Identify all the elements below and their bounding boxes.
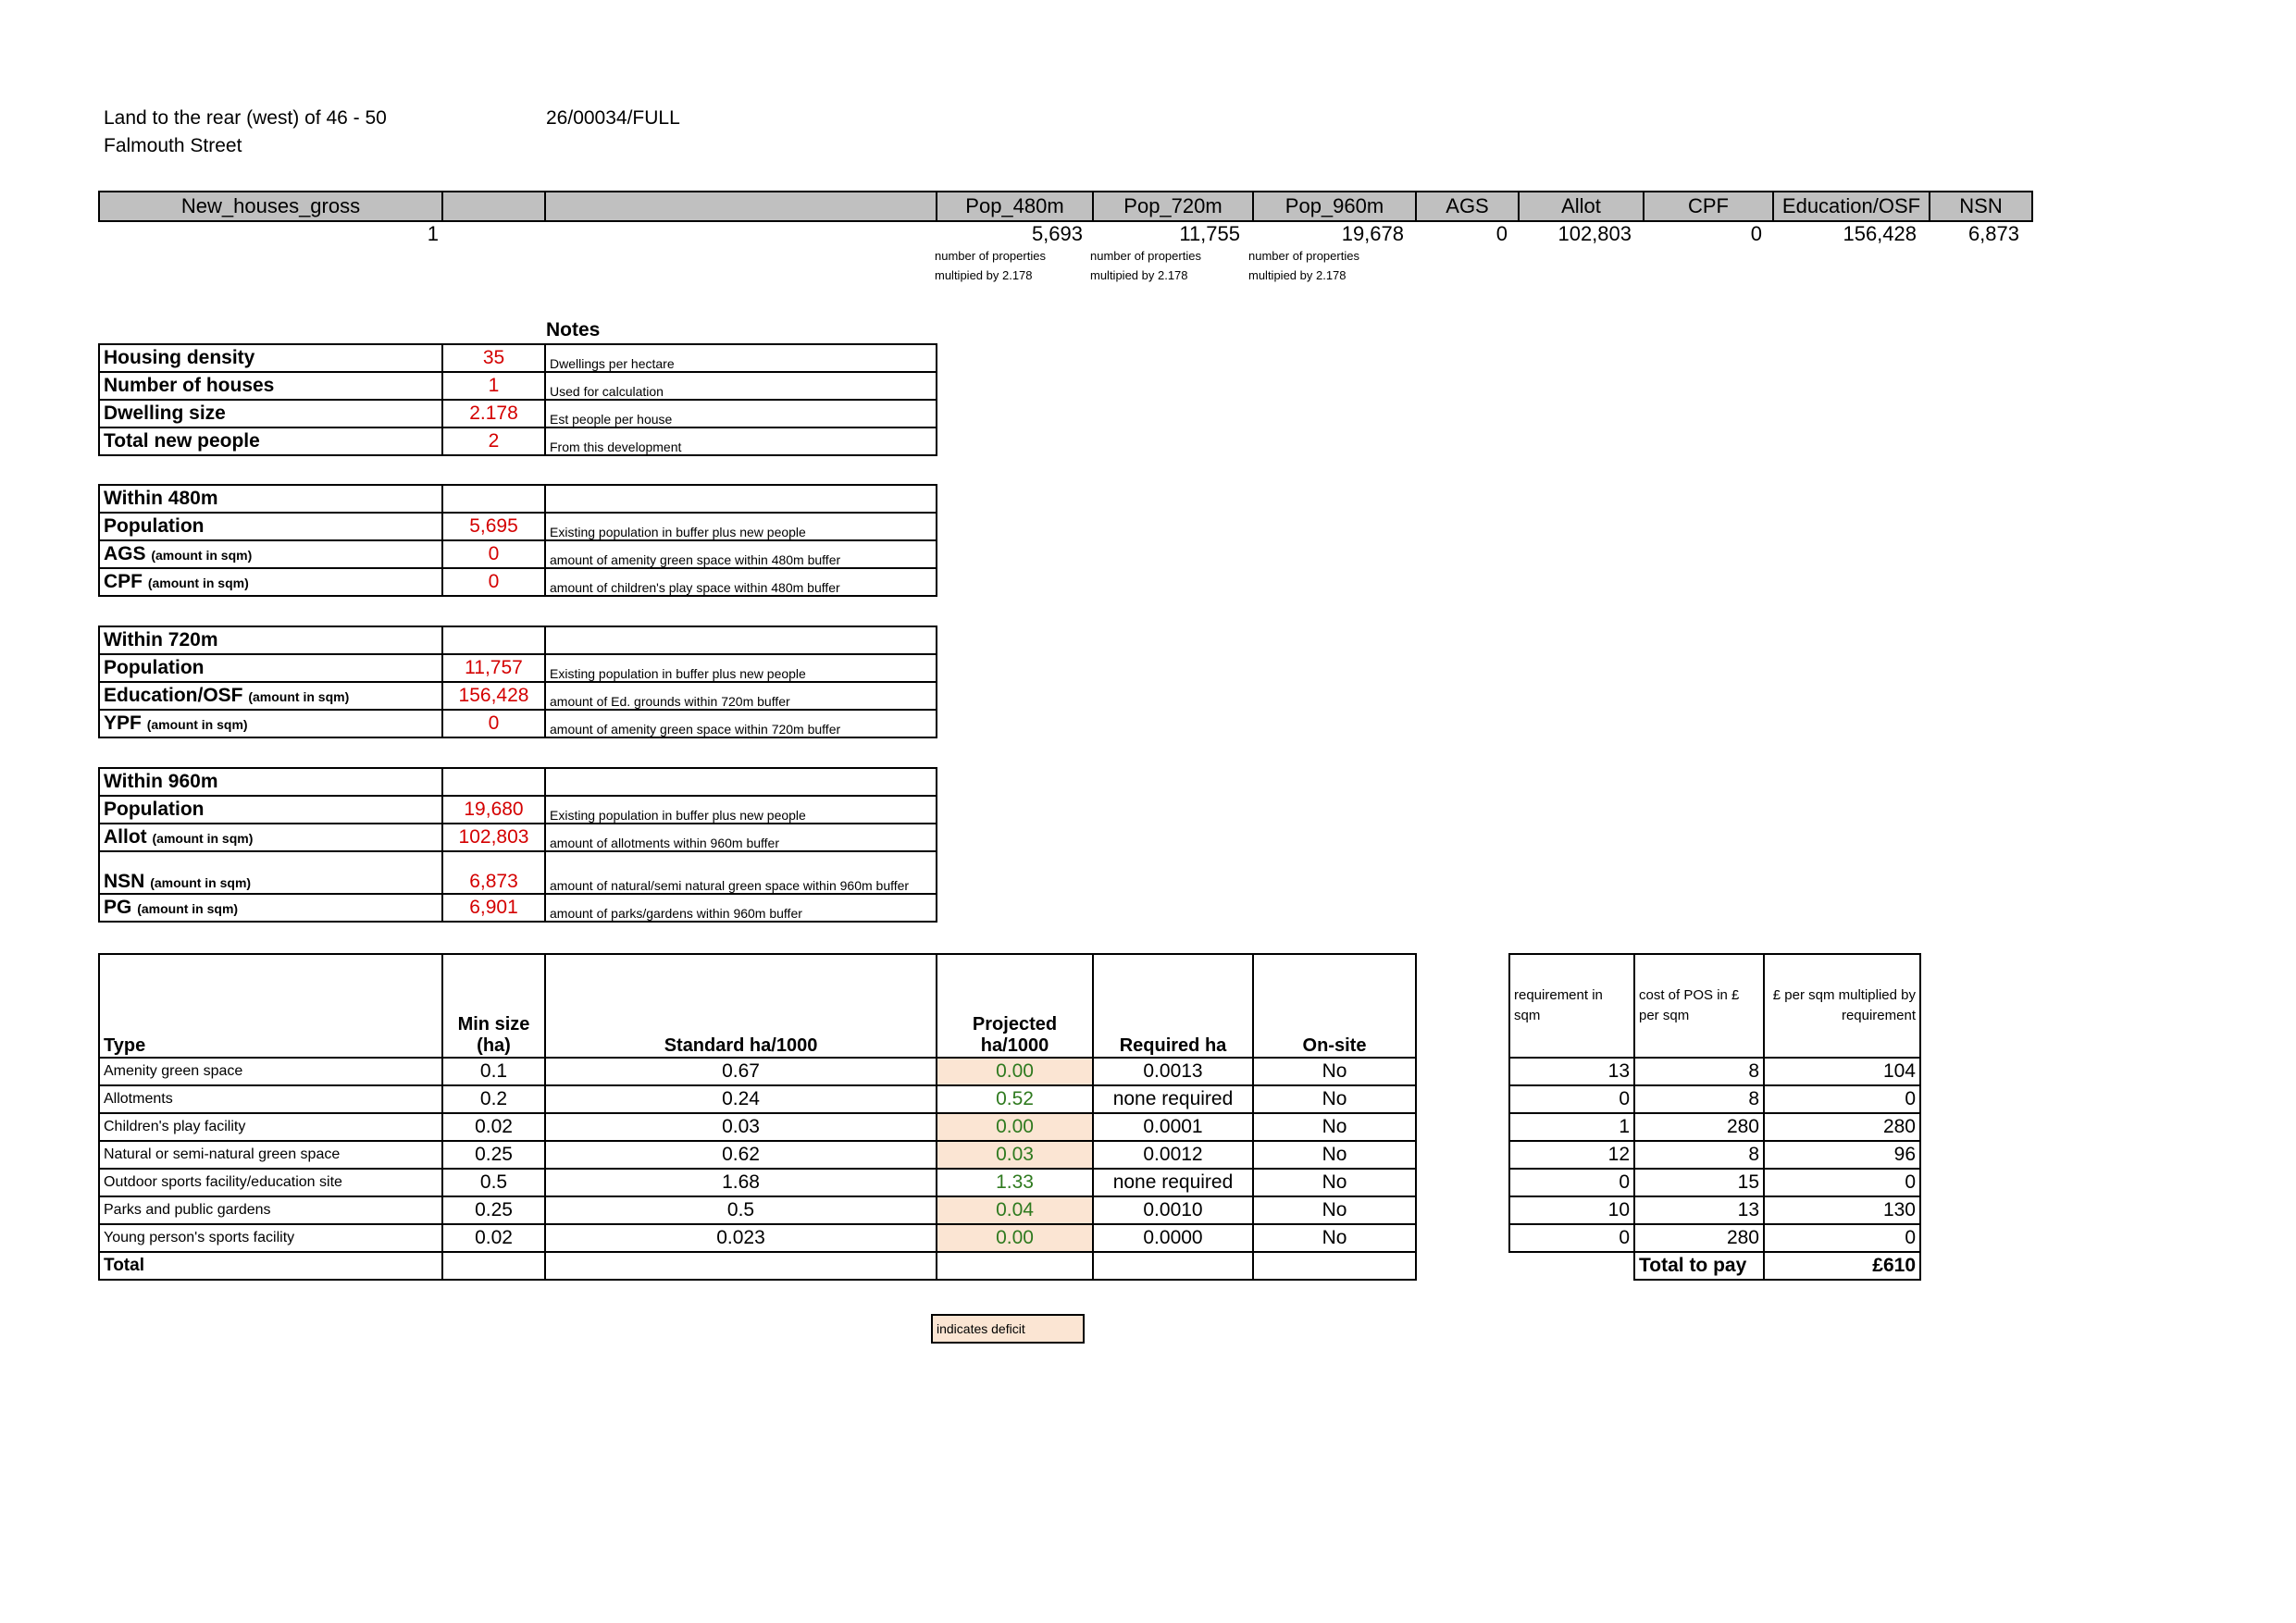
basics-value: 2.178 [442, 400, 545, 427]
open-space-requirement-table [98, 953, 1417, 1281]
total-cell: 104 [1764, 1058, 1920, 1085]
value-pop-960m: 19,678 [1341, 222, 1404, 245]
projected-cell: 0.03 [937, 1141, 1093, 1169]
row-sub: (amount in sqm) [137, 901, 239, 916]
header-new-houses-gross: New_houses_gross [99, 192, 442, 221]
type-cell: Allotments [99, 1085, 442, 1113]
row-value: 19,680 [442, 796, 545, 824]
projected-cell: 0.00 [937, 1113, 1093, 1141]
row-value: 102,803 [442, 824, 545, 851]
header-projected: Projected ha/1000 [937, 954, 1093, 1058]
required-cell: 0.0010 [1093, 1196, 1253, 1224]
cost-row [1509, 1169, 1920, 1196]
value-nsn: 6,873 [1967, 222, 2019, 245]
cost-row [1509, 1196, 1920, 1224]
row-label: Population [104, 799, 205, 820]
standard-cell: 0.023 [545, 1224, 937, 1252]
required-cell: none required [1093, 1085, 1253, 1113]
header-standard: Standard ha/1000 [545, 954, 937, 1058]
row-note: amount of Ed. grounds within 720m buffer [545, 682, 937, 710]
total-row [99, 1252, 1416, 1280]
min-size-cell: 0.25 [442, 1196, 545, 1224]
cost-cell: 280 [1634, 1113, 1764, 1141]
total-cell: 130 [1764, 1196, 1920, 1224]
requirement-cell: 0 [1509, 1169, 1634, 1196]
type-cell: Children's play facility [99, 1113, 442, 1141]
section-row [99, 851, 937, 894]
pop-720m-note: number of properties multipied by 2.178 [1090, 249, 1201, 282]
standard-cell: 0.67 [545, 1058, 937, 1085]
basics-row [99, 427, 937, 455]
type-cell: Natural or semi-natural green space [99, 1141, 442, 1169]
header-nsn: NSN [1930, 192, 2032, 221]
type-cell: Amenity green space [99, 1058, 442, 1085]
requirement-cell: 1 [1509, 1113, 1634, 1141]
header-pop-480m: Pop_480m [937, 192, 1093, 221]
value-new-houses-gross: 1 [427, 222, 439, 245]
basics-label: Total new people [99, 427, 442, 455]
basics-note: Dwellings per hectare [545, 344, 937, 372]
basics-label: Dwelling size [99, 400, 442, 427]
section-title: Within 720m [99, 626, 442, 654]
cost-total-row [1509, 1252, 1920, 1280]
requirement-cell: 10 [1509, 1196, 1634, 1224]
onsite-cell: No [1253, 1141, 1416, 1169]
row-value: 156,428 [442, 682, 545, 710]
projected-cell: 0.04 [937, 1196, 1093, 1224]
total-to-pay-value: £610 [1764, 1252, 1920, 1280]
header-cost-per-sqm: cost of POS in £ per sqm [1634, 954, 1764, 1058]
min-size-cell: 0.02 [442, 1224, 545, 1252]
required-cell: 0.0000 [1093, 1224, 1253, 1252]
value-allot: 102,803 [1558, 222, 1632, 245]
row-value: 6,873 [442, 851, 545, 894]
cost-cell: 13 [1634, 1196, 1764, 1224]
row-sub: (amount in sqm) [151, 548, 253, 563]
basics-value: 2 [442, 427, 545, 455]
cost-row [1509, 1085, 1920, 1113]
total-cell: 0 [1764, 1224, 1920, 1252]
row-label: AGS [104, 543, 146, 564]
basics-table [98, 343, 937, 456]
value-pop-720m: 11,755 [1179, 222, 1240, 245]
total-cell: 280 [1764, 1113, 1920, 1141]
basics-value: 35 [442, 344, 545, 372]
total-label: Total [99, 1252, 442, 1280]
type-cell: Outdoor sports facility/education site [99, 1169, 442, 1196]
cost-cell: 8 [1634, 1141, 1764, 1169]
header-ags: AGS [1416, 192, 1519, 221]
header-pop-960m: Pop_960m [1253, 192, 1416, 221]
within-720m-table [98, 626, 937, 738]
row-note: Existing population in buffer plus new people [545, 513, 937, 540]
onsite-cell: No [1253, 1224, 1416, 1252]
value-education-osf: 156,428 [1843, 222, 1917, 245]
type-cell: Parks and public gardens [99, 1196, 442, 1224]
cost-row [1509, 1224, 1920, 1252]
basics-note: Est people per house [545, 400, 937, 427]
projected-cell: 0.52 [937, 1085, 1093, 1113]
table-row [99, 1224, 1416, 1252]
basics-row [99, 344, 937, 372]
requirement-cell: 0 [1509, 1085, 1634, 1113]
section-row [99, 894, 937, 922]
cost-cell: 8 [1634, 1058, 1764, 1085]
projected-cell: 1.33 [937, 1169, 1093, 1196]
required-cell: 0.0012 [1093, 1141, 1253, 1169]
cost-cell: 280 [1634, 1224, 1764, 1252]
requirement-cell: 0 [1509, 1224, 1634, 1252]
min-size-cell: 0.02 [442, 1113, 545, 1141]
row-sub: (amount in sqm) [146, 717, 248, 732]
header-min-size: Min size (ha) [442, 954, 545, 1058]
row-note: amount of amenity green space within 720m buffer [545, 710, 937, 737]
header-pop-720m: Pop_720m [1093, 192, 1253, 221]
total-cell: 96 [1764, 1141, 1920, 1169]
projected-cell: 0.00 [937, 1058, 1093, 1085]
header-type: Type [99, 954, 442, 1058]
row-label: Education/OSF [104, 685, 243, 706]
cost-row [1509, 1113, 1920, 1141]
site-address-line1: Land to the rear (west) of 46 - 50 [104, 107, 387, 129]
row-note: amount of natural/semi natural green space within 960m buffer [545, 851, 937, 894]
site-address-line2: Falmouth Street [104, 135, 242, 156]
basics-row [99, 372, 937, 400]
row-note: amount of allotments within 960m buffer [545, 824, 937, 851]
standard-cell: 1.68 [545, 1169, 937, 1196]
pop-960m-note: number of properties multipied by 2.178 [1248, 249, 1359, 282]
section-row [99, 796, 937, 824]
row-value: 0 [442, 710, 545, 737]
basics-note: From this development [545, 427, 937, 455]
header-onsite: On-site [1253, 954, 1416, 1058]
header-education-osf: Education/OSF [1773, 192, 1930, 221]
min-size-cell: 0.2 [442, 1085, 545, 1113]
row-sub: (amount in sqm) [150, 875, 252, 890]
min-size-cell: 0.5 [442, 1169, 545, 1196]
row-label: NSN [104, 871, 145, 892]
value-cpf: 0 [1750, 222, 1762, 245]
row-value: 5,695 [442, 513, 545, 540]
section-row [99, 568, 937, 596]
section-row [99, 540, 937, 568]
requirement-cell: 13 [1509, 1058, 1634, 1085]
header-required: Required ha [1093, 954, 1253, 1058]
requirement-cell: 12 [1509, 1141, 1634, 1169]
required-cell: 0.0013 [1093, 1058, 1253, 1085]
header-multiplied: £ per sqm multiplied by requirement [1764, 954, 1920, 1058]
header-cpf: CPF [1644, 192, 1773, 221]
total-cell: 0 [1764, 1085, 1920, 1113]
section-row [99, 824, 937, 851]
row-note: amount of amenity green space within 480m buffer [545, 540, 937, 568]
section-title: Within 480m [99, 485, 442, 513]
row-label: Population [104, 657, 205, 678]
row-note: amount of children's play space within 480m buffer [545, 568, 937, 596]
within-960m-table [98, 767, 937, 923]
cost-row [1509, 1141, 1920, 1169]
row-value: 11,757 [442, 654, 545, 682]
section-row [99, 710, 937, 737]
notes-heading: Notes [546, 319, 601, 341]
application-reference: 26/00034/FULL [546, 107, 680, 129]
standard-cell: 0.62 [545, 1141, 937, 1169]
table-row [99, 1085, 1416, 1113]
section-row [99, 682, 937, 710]
standard-cell: 0.24 [545, 1085, 937, 1113]
onsite-cell: No [1253, 1113, 1416, 1141]
projected-cell: 0.00 [937, 1224, 1093, 1252]
basics-note: Used for calculation [545, 372, 937, 400]
basics-label: Housing density [99, 344, 442, 372]
table-header-row [99, 954, 1416, 1058]
value-pop-480m: 5,693 [1031, 222, 1083, 245]
type-cell: Young person's sports facility [99, 1224, 442, 1252]
pop-480m-note: number of properties multipied by 2.178 [935, 249, 1046, 282]
value-ags: 0 [1496, 222, 1508, 245]
row-label: PG [104, 897, 132, 918]
row-note: Existing population in buffer plus new people [545, 796, 937, 824]
table-row [99, 1058, 1416, 1085]
row-value: 0 [442, 568, 545, 596]
onsite-cell: No [1253, 1169, 1416, 1196]
standard-cell: 0.03 [545, 1113, 937, 1141]
table-row [99, 1113, 1416, 1141]
section-title: Within 960m [99, 768, 442, 796]
required-cell: none required [1093, 1169, 1253, 1196]
section-row [99, 654, 937, 682]
row-label: Population [104, 515, 205, 537]
onsite-cell: No [1253, 1058, 1416, 1085]
cost-row [1509, 1058, 1920, 1085]
table-row [99, 1169, 1416, 1196]
cost-table [1508, 953, 1921, 1281]
cost-header-row [1509, 954, 1920, 1058]
row-value: 0 [442, 540, 545, 568]
min-size-cell: 0.25 [442, 1141, 545, 1169]
basics-value: 1 [442, 372, 545, 400]
table-row [99, 1141, 1416, 1169]
standard-cell: 0.5 [545, 1196, 937, 1224]
min-size-cell: 0.1 [442, 1058, 545, 1085]
row-note: Existing population in buffer plus new people [545, 654, 937, 682]
deficit-legend: indicates deficit [931, 1314, 1085, 1344]
basics-label: Number of houses [99, 372, 442, 400]
onsite-cell: No [1253, 1085, 1416, 1113]
row-sub: (amount in sqm) [147, 576, 249, 590]
section-row [99, 513, 937, 540]
row-sub: (amount in sqm) [152, 831, 254, 846]
row-note: amount of parks/gardens within 960m buffer [545, 894, 937, 922]
header-allot: Allot [1519, 192, 1644, 221]
header-requirement-sqm: requirement in sqm [1509, 954, 1634, 1058]
row-sub: (amount in sqm) [248, 689, 350, 704]
total-to-pay-label: Total to pay [1634, 1252, 1764, 1280]
cost-cell: 15 [1634, 1169, 1764, 1196]
row-label: Allot [104, 826, 147, 848]
basics-row [99, 400, 937, 427]
table-row [99, 1196, 1416, 1224]
row-label: CPF [104, 571, 143, 592]
row-value: 6,901 [442, 894, 545, 922]
required-cell: 0.0001 [1093, 1113, 1253, 1141]
within-480m-table [98, 484, 937, 597]
cost-cell: 8 [1634, 1085, 1764, 1113]
total-cell: 0 [1764, 1169, 1920, 1196]
row-label: YPF [104, 712, 142, 734]
summary-header-row [98, 191, 2033, 222]
onsite-cell: No [1253, 1196, 1416, 1224]
